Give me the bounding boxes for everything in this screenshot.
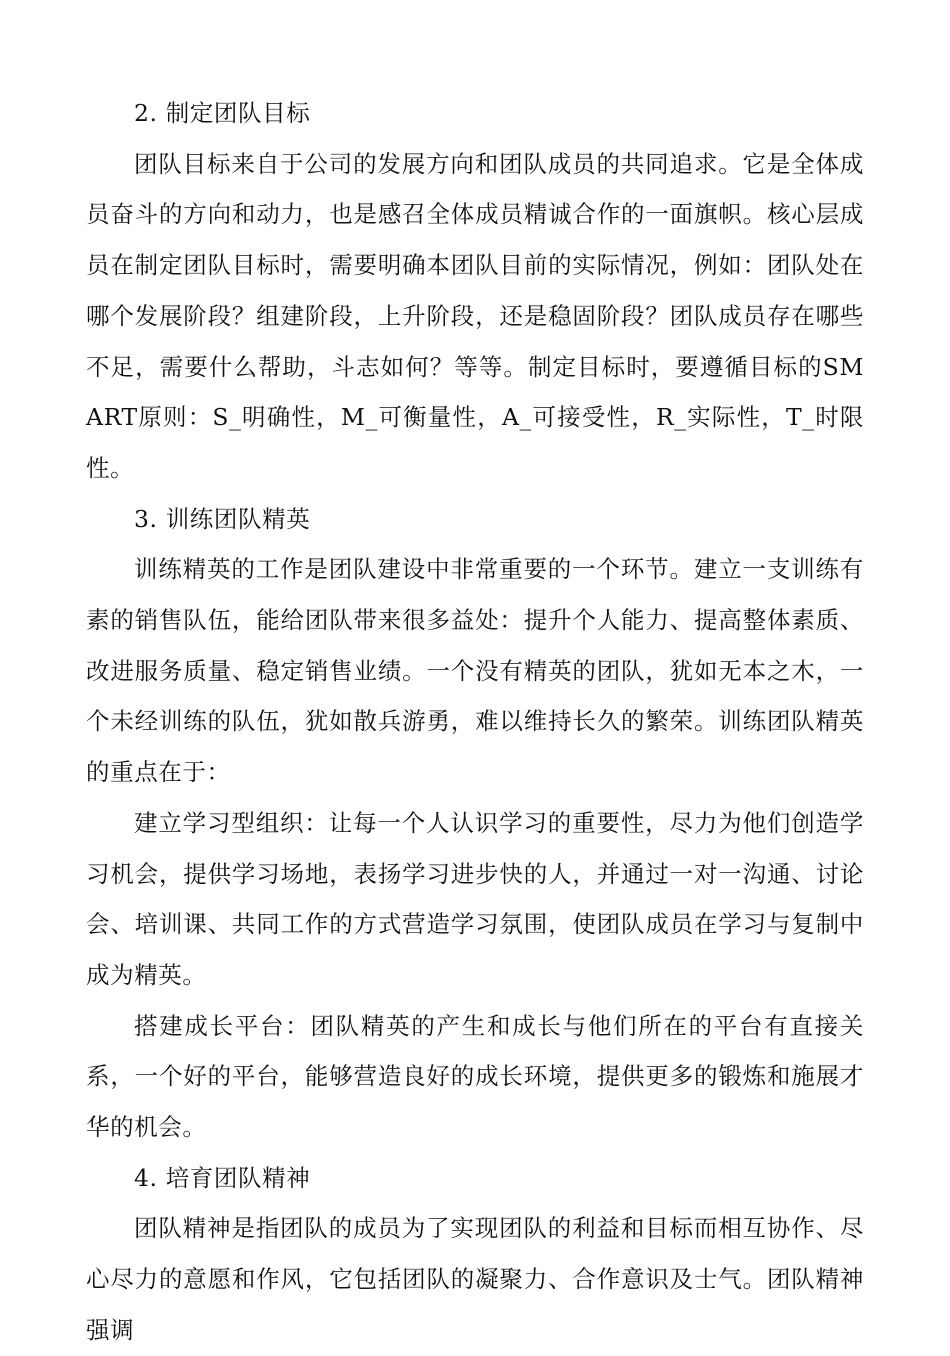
- section-heading-2: 2. 制定团队目标: [134, 99, 311, 127]
- paragraph-learning-organization: 建立学习型组织：让每一个人认识学习的重要性，尽力为他们创造学习机会，提供学习场地，表扬学习进步快的人，并通过一对一沟通、讨论会、培训课、共同工作的方式营造学习氛围，使团队成员在学习与复制中成为精英。: [86, 808, 864, 989]
- section-heading-4: 4. 培育团队精神: [134, 1163, 311, 1192]
- section-heading-3: 3. 训练团队精英: [134, 504, 311, 533]
- document-body: [86, 88, 864, 1356]
- paragraph-team-goals: 团队目标来自于公司的发展方向和团队成员的共同追求。它是全体成员奋斗的方向和动力，也是感召全体成员精诚合作的一面旗帜。核心层成员在制定团队目标时，需要明确本团队目前的实际情况，例如：团队处在哪个发展阶段？组建阶段，上升阶段，还是稳固阶段？团队成员存在哪些不足，需要什么帮助，斗志如何？等等。制定目标时，要遵循目标的SMART原则：S_明确性，M_可衡量性，A_可接受性，R_实际性，T_时限性。: [86, 149, 864, 482]
- paragraph-train-elite: 训练精英的工作是团队建设中非常重要的一个环节。建立一支训练有素的销售队伍，能给团队带来很多益处：提升个人能力、提高整体素质、改进服务质量、稳定销售业绩。一个没有精英的团队，犹如无本之木，一个未经训练的队伍，犹如散兵游勇，难以维持长久的繁荣。训练团队精英的重点在于：: [86, 555, 864, 787]
- paragraph-growth-platform: 搭建成长平台：团队精英的产生和成长与他们所在的平台有直接关系，一个好的平台，能够营造良好的成长环境，提供更多的锻炼和施展才华的机会。: [86, 1011, 864, 1142]
- paragraph-team-spirit: 团队精神是指团队的成员为了实现团队的利益和目标而相互协作、尽心尽力的意愿和作风，它包括团队的凝聚力、合作意识及士气。团队精神强调: [86, 1214, 864, 1344]
